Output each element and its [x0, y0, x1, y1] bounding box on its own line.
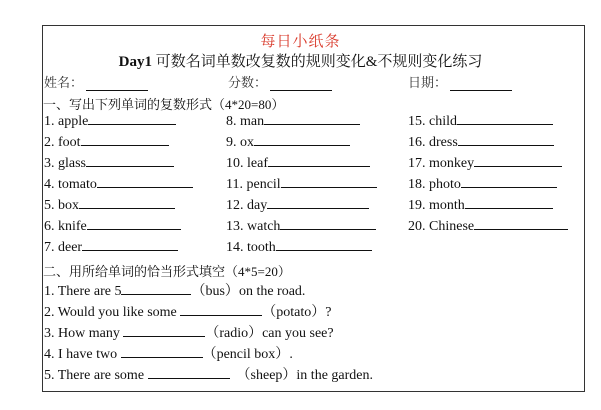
score-field[interactable]: [228, 72, 332, 91]
list-item: 16. dress: [408, 133, 554, 151]
date-field[interactable]: [408, 72, 512, 91]
answer-blank[interactable]: [114, 112, 176, 125]
answer-blank[interactable]: [112, 154, 174, 167]
list-item: 3. glass: [44, 154, 174, 172]
list-item: 20. Chinese: [408, 217, 568, 235]
answer-blank[interactable]: [487, 175, 557, 188]
day-label: Day1: [118, 54, 152, 70]
subtitle-text: 可数名词单数改复数的规则变化&不规则变化练习: [155, 54, 483, 70]
answer-blank[interactable]: [302, 238, 372, 251]
list-item: 10. leaf: [226, 154, 370, 172]
answer-blank[interactable]: [108, 238, 178, 251]
answer-blank[interactable]: [290, 112, 360, 125]
fill-blank[interactable]: [121, 345, 203, 358]
list-item: 7. deer: [44, 238, 178, 256]
section2-title: 二、用所给单词的恰当形式填空（4*5=20）: [43, 264, 291, 279]
list-item: 18. photo: [408, 175, 557, 193]
answer-blank[interactable]: [293, 196, 369, 209]
answer-blank[interactable]: [483, 112, 553, 125]
answer-blank[interactable]: [484, 133, 554, 146]
date-label: 日期：: [408, 75, 448, 90]
answer-blank[interactable]: [306, 217, 376, 230]
fill-item: 4. I have two （pencil box）.: [44, 347, 293, 362]
answer-blank[interactable]: [491, 196, 553, 209]
fill-blank[interactable]: [180, 303, 262, 316]
list-item: 1. apple: [44, 112, 176, 130]
name-label: 姓名：: [44, 75, 84, 90]
fill-blank[interactable]: [121, 282, 191, 295]
list-item: 9. ox: [226, 133, 350, 151]
list-item: 5. box: [44, 196, 175, 214]
answer-blank[interactable]: [113, 217, 181, 230]
list-item: 8. man: [226, 112, 360, 130]
answer-blank[interactable]: [500, 154, 562, 167]
date-blank[interactable]: [450, 77, 512, 91]
answer-blank[interactable]: [307, 175, 377, 188]
fill-item: 5. There are some （sheep）in the garden.: [44, 368, 374, 383]
list-item: 2. foot: [44, 133, 169, 151]
list-item: 6. knife: [44, 217, 181, 235]
score-label: 分数：: [228, 75, 268, 90]
answer-blank[interactable]: [294, 154, 370, 167]
list-item: 4. tomato: [44, 175, 193, 193]
list-item: 14. tooth: [226, 238, 372, 256]
list-item: 13. watch: [226, 217, 376, 235]
list-item: 11. pencil: [226, 175, 377, 193]
list-item: 17. monkey: [408, 154, 562, 172]
fill-item: 2. Would you like some （potato）?: [44, 305, 332, 320]
fill-item: 1. There are 5 （bus）on the road.: [44, 284, 306, 299]
name-field[interactable]: [44, 72, 148, 91]
fill-item: 3. How many （radio）can you see?: [44, 326, 334, 341]
fill-blank[interactable]: [148, 366, 230, 379]
answer-blank[interactable]: [107, 133, 169, 146]
header-title: 每日小纸条: [260, 34, 341, 50]
list-item: 15. child: [408, 112, 553, 130]
list-item: 12. day: [226, 196, 369, 214]
fill-blank[interactable]: [123, 324, 205, 337]
worksheet-subtitle: [0, 50, 601, 71]
list-item: 19. month: [408, 196, 553, 214]
score-blank[interactable]: [270, 77, 332, 91]
section1-title: 一、写出下列单词的复数形式（4*20=80）: [43, 97, 285, 112]
answer-blank[interactable]: [500, 217, 568, 230]
answer-blank[interactable]: [280, 133, 350, 146]
answer-blank[interactable]: [123, 175, 193, 188]
answer-blank[interactable]: [105, 196, 175, 209]
name-blank[interactable]: [86, 77, 148, 91]
